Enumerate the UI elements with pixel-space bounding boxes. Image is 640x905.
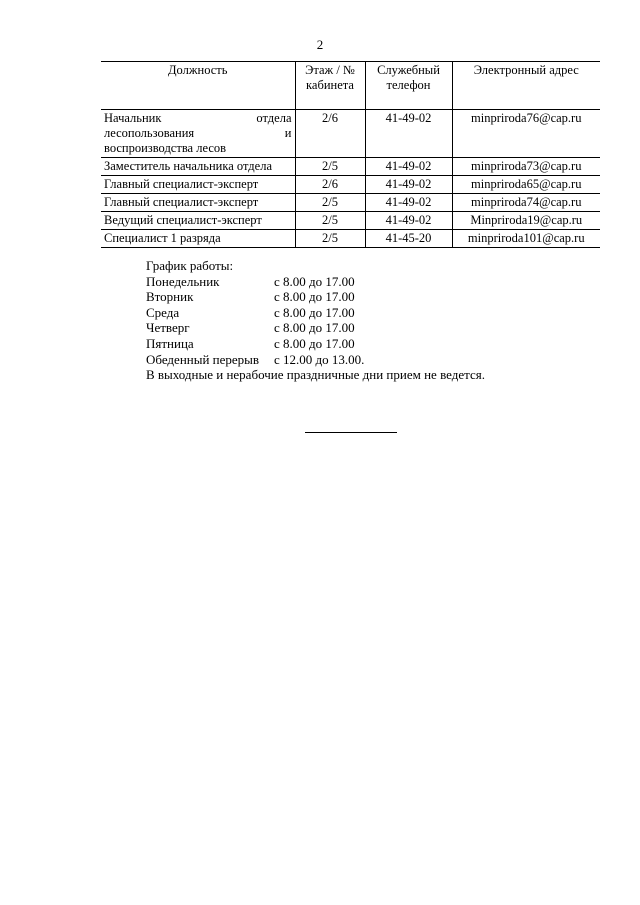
cell-phone: 41-45-20 xyxy=(365,230,452,248)
cell-position: Главный специалист-эксперт xyxy=(101,176,295,194)
end-divider xyxy=(305,432,397,433)
schedule-day: Среда xyxy=(146,304,180,320)
schedule-row xyxy=(146,305,485,321)
cell-room: 2/6 xyxy=(295,176,365,194)
table-row xyxy=(101,212,600,230)
schedule-row xyxy=(146,274,485,290)
cell-phone: 41-49-02 xyxy=(365,176,452,194)
schedule-row xyxy=(146,289,485,305)
cell-room: 2/5 xyxy=(295,194,365,212)
schedule-hours: с 8.00 до 17.00 xyxy=(274,304,355,320)
table-row xyxy=(101,110,600,158)
schedule-title: График работы: xyxy=(146,258,234,273)
cell-email: minpriroda76@cap.ru xyxy=(452,110,600,158)
cell-room: 2/5 xyxy=(295,158,365,176)
cell-email: minpriroda73@cap.ru xyxy=(452,158,600,176)
schedule-day: Вторник xyxy=(146,289,194,305)
cell-phone: 41-49-02 xyxy=(365,158,452,176)
schedule-day: Обеденный перерыв xyxy=(146,351,260,367)
header-email: Электронный адрес xyxy=(452,62,600,110)
cell-position: Заместитель начальника отдела xyxy=(101,158,295,176)
work-schedule xyxy=(146,258,485,383)
schedule-hours: с 8.00 до 17.00 xyxy=(274,289,355,305)
table-row xyxy=(101,176,600,194)
cell-position: Главный специалист-эксперт xyxy=(101,194,295,212)
cell-email: minpriroda74@cap.ru xyxy=(452,194,600,212)
header-phone: Служебный телефон xyxy=(365,62,452,110)
schedule-row xyxy=(146,320,485,336)
staff-contacts-table xyxy=(101,61,600,248)
cell-phone: 41-49-02 xyxy=(365,194,452,212)
schedule-row xyxy=(146,352,485,368)
cell-position: Ведущий специалист-эксперт xyxy=(101,212,295,230)
cell-email: Minpriroda19@cap.ru xyxy=(452,212,600,230)
schedule-hours: с 8.00 до 17.00 xyxy=(274,335,355,351)
cell-phone: 41-49-02 xyxy=(365,212,452,230)
cell-phone: 41-49-02 xyxy=(365,110,452,158)
schedule-hours: с 12.00 до 13.00. xyxy=(274,351,365,367)
schedule-day: Четверг xyxy=(146,320,190,336)
header-room: Этаж / № кабинета xyxy=(295,62,365,110)
cell-position: Начальник отдела лесопользования и воспроизводства лесов xyxy=(101,110,295,158)
table-row xyxy=(101,158,600,176)
page-number: 2 xyxy=(316,37,324,52)
cell-room: 2/6 xyxy=(295,110,365,158)
table-header-row xyxy=(101,62,600,110)
cell-email: minpriroda65@cap.ru xyxy=(452,176,600,194)
schedule-day: Пятница xyxy=(146,335,194,351)
schedule-hours: с 8.00 до 17.00 xyxy=(274,320,355,336)
schedule-row xyxy=(146,336,485,352)
cell-position: Специалист 1 разряда xyxy=(101,230,295,248)
table-row xyxy=(101,230,600,248)
table-row xyxy=(101,194,600,212)
schedule-hours: с 8.00 до 17.00 xyxy=(274,273,355,289)
cell-room: 2/5 xyxy=(295,230,365,248)
header-position: Должность xyxy=(101,62,295,110)
schedule-note: В выходные и нерабочие праздничные дни прием не ведется. xyxy=(146,367,485,383)
schedule-day: Понедельник xyxy=(146,273,220,289)
cell-email: minpriroda101@cap.ru xyxy=(452,230,600,248)
cell-room: 2/5 xyxy=(295,212,365,230)
